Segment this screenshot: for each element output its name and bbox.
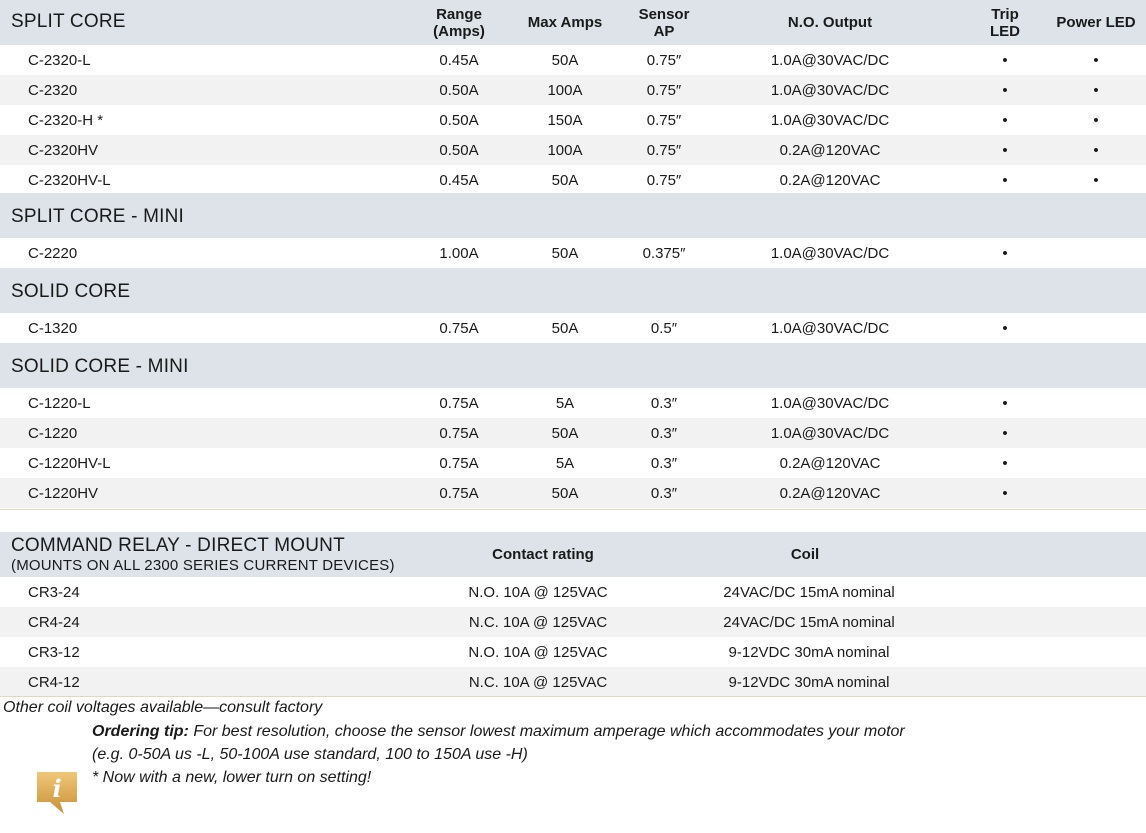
- range-cell: 0.50A: [439, 111, 479, 129]
- range-cell: 0.75A: [439, 424, 479, 442]
- model-cell: C-1220HV-L: [28, 454, 111, 472]
- model-cell: CR3-24: [28, 583, 80, 601]
- output-cell: 0.2A@120VAC: [779, 141, 881, 159]
- trip-cell: •: [1002, 51, 1008, 69]
- power-cell: •: [1093, 141, 1099, 159]
- column-header-power-led: Power LED: [1056, 14, 1136, 31]
- coil-cell: 24VAC/DC 15mA nominal: [723, 583, 895, 601]
- ordering-tip: [92, 723, 905, 741]
- max-cell: 50A: [551, 484, 579, 502]
- range-cell: 0.75A: [439, 454, 479, 472]
- max-cell: 5A: [555, 394, 575, 412]
- ap-cell: 0.5″: [650, 319, 678, 337]
- table-row: [0, 607, 1146, 637]
- section-header: [0, 268, 1146, 313]
- trip-cell: •: [1002, 484, 1008, 502]
- range-cell: 0.75A: [439, 484, 479, 502]
- max-cell: 50A: [551, 244, 579, 262]
- section-header: [0, 193, 1146, 238]
- trip-cell: •: [1002, 394, 1008, 412]
- max-cell: 50A: [551, 319, 579, 337]
- ap-cell: 0.3″: [650, 394, 678, 412]
- coil-cell: 9-12VDC 30mA nominal: [728, 673, 890, 691]
- model-cell: CR3-12: [28, 643, 80, 661]
- section-header: [0, 0, 1146, 45]
- model-cell: C-2320: [28, 81, 78, 99]
- column-header-output: N.O. Output: [787, 14, 873, 31]
- model-cell: C-1220HV: [28, 484, 99, 502]
- trip-cell: •: [1002, 141, 1008, 159]
- table-row: [0, 238, 1146, 268]
- column-header-contact-rating: Contact rating: [492, 546, 594, 563]
- column-header-trip-led: Trip LED: [990, 5, 1020, 40]
- model-cell: C-2320HV-L: [28, 171, 111, 189]
- model-cell: CR4-12: [28, 673, 80, 691]
- relay-subtitle: (MOUNTS ON ALL 2300 SERIES CURRENT DEVICES): [11, 557, 395, 574]
- table-row: [0, 418, 1146, 448]
- ap-cell: 0.75″: [646, 51, 682, 69]
- power-cell: •: [1093, 111, 1099, 129]
- column-header-coil: Coil: [790, 546, 820, 563]
- power-cell: [1050, 388, 1142, 418]
- range-cell: 0.45A: [439, 51, 479, 69]
- table-row: [0, 313, 1146, 343]
- model-cell: C-1220-L: [28, 394, 91, 412]
- column-header-range: Range (Amps): [433, 5, 485, 40]
- trip-cell: •: [1002, 244, 1008, 262]
- ap-cell: 0.75″: [646, 171, 682, 189]
- trip-cell: •: [1002, 81, 1008, 99]
- model-cell: C-2320-L: [28, 51, 91, 69]
- table-row: [0, 45, 1146, 75]
- max-cell: 50A: [551, 51, 579, 69]
- info-icon: [34, 770, 80, 816]
- model-cell: C-1320: [28, 319, 78, 337]
- contact-rating-cell: N.O. 10A @ 125VAC: [468, 583, 608, 601]
- ordering-tip-example: (e.g. 0-50A us -L, 50-100A use standard, 100 to 150A use -H): [92, 746, 528, 763]
- max-cell: 100A: [547, 141, 583, 159]
- output-cell: 1.0A@30VAC/DC: [770, 111, 890, 129]
- power-cell: •: [1093, 171, 1099, 189]
- output-cell: 1.0A@30VAC/DC: [770, 424, 890, 442]
- power-cell: [1050, 418, 1142, 448]
- table-row: [0, 637, 1146, 667]
- power-cell: •: [1093, 51, 1099, 69]
- ap-cell: 0.3″: [650, 424, 678, 442]
- coil-cell: 24VAC/DC 15mA nominal: [723, 613, 895, 631]
- table-row: [0, 577, 1146, 607]
- model-cell: C-2320-H *: [28, 111, 104, 129]
- section-title: SOLID CORE: [11, 281, 131, 302]
- ap-cell: 0.3″: [650, 454, 678, 472]
- section-header: [0, 343, 1146, 388]
- ap-cell: 0.375″: [642, 244, 686, 262]
- table-row: [0, 105, 1146, 135]
- table-row: [0, 478, 1146, 508]
- range-cell: 0.45A: [439, 171, 479, 189]
- relay-section-header: [0, 532, 1146, 577]
- power-cell: •: [1093, 81, 1099, 99]
- model-cell: CR4-24: [28, 613, 80, 631]
- column-header-sensor-ap: Sensor AP: [638, 5, 690, 40]
- table-row: [0, 165, 1146, 195]
- trip-cell: •: [1002, 171, 1008, 189]
- table-row: [0, 388, 1146, 418]
- range-cell: 0.50A: [439, 81, 479, 99]
- coil-cell: 9-12VDC 30mA nominal: [728, 643, 890, 661]
- model-cell: C-2220: [28, 244, 78, 262]
- section-title: SPLIT CORE - MINI: [11, 206, 185, 227]
- ap-cell: 0.75″: [646, 81, 682, 99]
- output-cell: 0.2A@120VAC: [779, 171, 881, 189]
- ap-cell: 0.3″: [650, 484, 678, 502]
- asterisk-note: * Now with a new, lower turn on setting!: [92, 769, 372, 786]
- table-row: [0, 448, 1146, 478]
- max-cell: 100A: [547, 81, 583, 99]
- coil-voltage-note: Other coil voltages available—consult factory: [3, 699, 323, 716]
- table-row: [0, 135, 1146, 165]
- max-cell: 50A: [551, 171, 579, 189]
- range-cell: 1.00A: [439, 244, 479, 262]
- model-cell: C-2320HV: [28, 141, 99, 159]
- section-title: SPLIT CORE: [11, 11, 126, 32]
- model-cell: C-1220: [28, 424, 78, 442]
- trip-cell: •: [1002, 111, 1008, 129]
- power-cell: [1050, 238, 1142, 268]
- relay-title: COMMAND RELAY - DIRECT MOUNT: [11, 535, 345, 556]
- contact-rating-cell: N.C. 10A @ 125VAC: [468, 613, 608, 631]
- table-row: [0, 667, 1146, 697]
- section-title: SOLID CORE - MINI: [11, 356, 189, 377]
- divider: [0, 509, 1146, 510]
- output-cell: 1.0A@30VAC/DC: [770, 394, 890, 412]
- max-cell: 50A: [551, 424, 579, 442]
- output-cell: 1.0A@30VAC/DC: [770, 319, 890, 337]
- trip-cell: •: [1002, 319, 1008, 337]
- power-cell: [1050, 448, 1142, 478]
- output-cell: 0.2A@120VAC: [779, 484, 881, 502]
- range-cell: 0.50A: [439, 141, 479, 159]
- svg-text:i: i: [52, 774, 62, 803]
- range-cell: 0.75A: [439, 319, 479, 337]
- table-row: [0, 75, 1146, 105]
- output-cell: 1.0A@30VAC/DC: [770, 51, 890, 69]
- ordering-tip-text: For best resolution, choose the sensor lowest maximum amperage which accommodates your motor: [188, 723, 905, 740]
- output-cell: 0.2A@120VAC: [779, 454, 881, 472]
- output-cell: 1.0A@30VAC/DC: [770, 81, 890, 99]
- ordering-tip-label: Ordering tip:: [92, 723, 189, 740]
- max-cell: 5A: [555, 454, 575, 472]
- output-cell: 1.0A@30VAC/DC: [770, 244, 890, 262]
- power-cell: [1050, 313, 1142, 343]
- divider: [0, 696, 1146, 697]
- ap-cell: 0.75″: [646, 111, 682, 129]
- contact-rating-cell: N.O. 10A @ 125VAC: [468, 643, 608, 661]
- trip-cell: •: [1002, 424, 1008, 442]
- contact-rating-cell: N.C. 10A @ 125VAC: [468, 673, 608, 691]
- column-header-max-amps: Max Amps: [527, 14, 603, 31]
- range-cell: 0.75A: [439, 394, 479, 412]
- trip-cell: •: [1002, 454, 1008, 472]
- power-cell: [1050, 478, 1142, 508]
- max-cell: 150A: [547, 111, 583, 129]
- ap-cell: 0.75″: [646, 141, 682, 159]
